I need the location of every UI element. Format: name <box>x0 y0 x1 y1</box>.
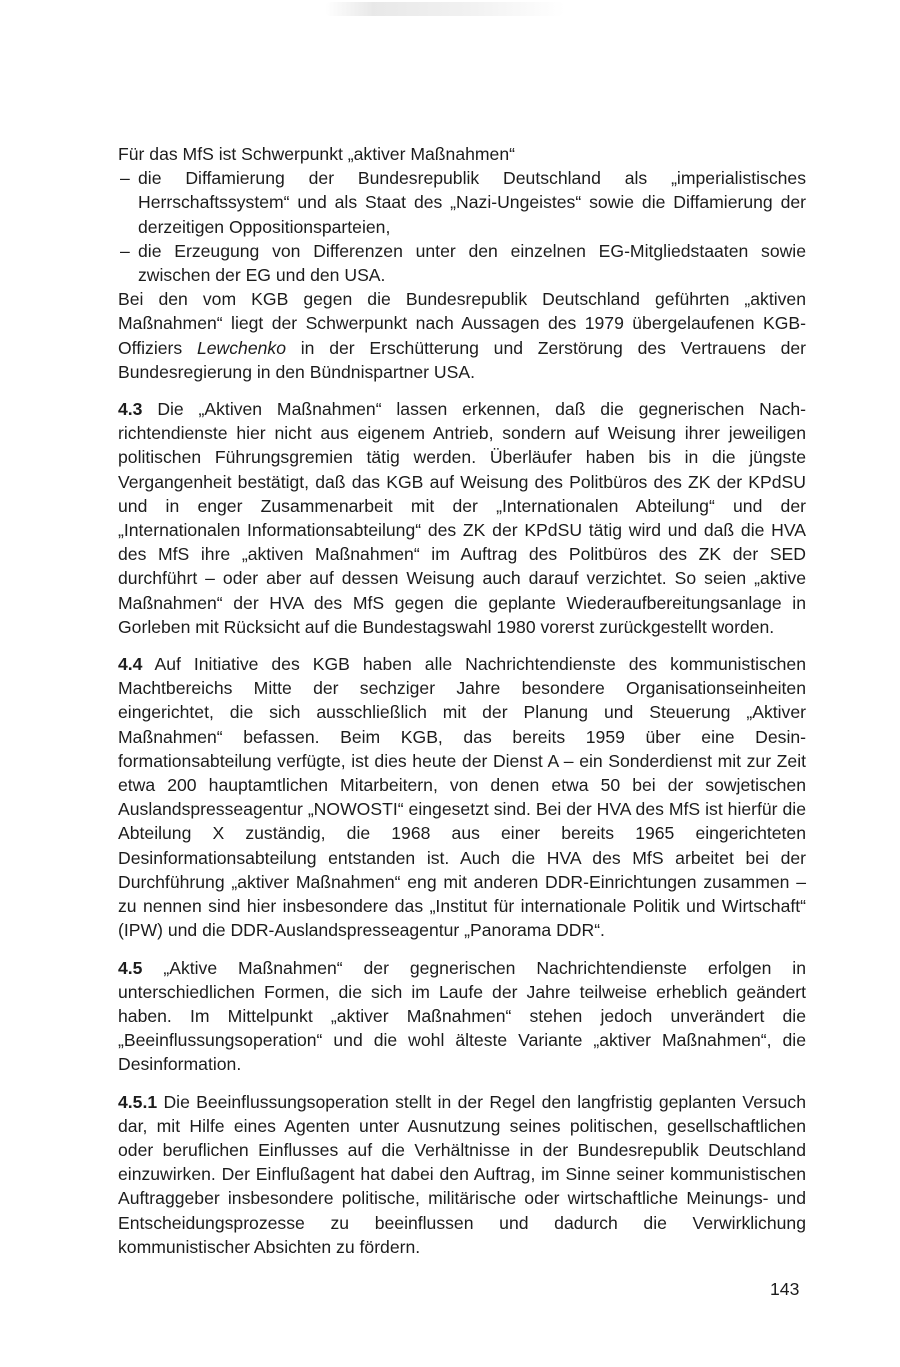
section-text: Auf Initiative des KGB haben alle Nachrichtendienste des kommunistischen Machtbereichs Mitte der sechziger Jahre besondere Organisationseinheiten eingerichtet, die sich ausschließlich mit der Planung und Steuerung „Aktiver Maßnahmen“ befassen. Beim KGB, das bereits 1959 über eine Desinformationsabteilung verfügte, ist dies heute der Dienst A – ein Sonderdienst mit zur Zeit etwa 200 hauptamtlichen Mitarbeitern, von denen etwa 50 bei der sowjetischen Auslandspresseagentur „NOWOSTI“ eingesetzt sind. Bei der HVA des MfS ist hierfür die Abteilung X zuständig, die 1968 aus einer bereits 1965 eingerichteten Desinformationsabteilung entstanden ist. Auch die HVA des MfS arbeitet bei der Durchführung „aktiver Maßnahmen“ eng mit anderen DDR-Einrichtungen zusammen – zu nennen sind hier insbesondere das „Institut für internationale Politik und Wirtschaft“ (IPW) und die DDR-Auslandspresseagentur „Panorama DDR“. <box>118 654 806 941</box>
list-item: – die Diffamierung der Bundesrepublik Deutschland als „imperialistisches Herrschaftssystem“ und als Staat des „Nazi-Ungeistes“ sowie die Diffamierung der derzeitigen Oppositionsparteien, <box>118 166 806 239</box>
kgb-paragraph-end: in der Erschütterung und Zerstörung des Vertrauens der Bundesregierung in den Bündnispartner USA. <box>118 337 807 382</box>
section-number: 4.4 <box>118 654 143 675</box>
scan-artifact <box>325 2 565 16</box>
section-number: 4.3 <box>118 399 143 420</box>
section-number: 4.5.1 <box>118 1091 158 1112</box>
section-text: Die „Aktiven Maßnahmen“ lassen erkennen, daß die gegnerischen Nachrichtendienste hier nicht aus eigenem Antrieb, sondern auf Weisung ihrer jeweiligen politischen Führungsgremien tätig werden. Überläufer haben bis in die jüngste Vergangenheit bestätigt, daß das KGB auf Weisung des Politbüros des ZK der KPdSU und in enger Zusammenarbeit mit der „Internationalen Abteilung“ und der „Internationalen Informationsabteilung“ des ZK der KPdSU tätig wird und daß die HVA des MfS ihre „aktiven Maßnahmen“ im Auftrag des Politbüros des ZK der SED durchführt – oder aber auf dessen Weisung auch darauf verzichtet. So seien „aktive Maßnahmen“ der HVA des MfS gegen die geplante Wiederaufbereitungsanlage in Gorleben mit Rücksicht auf die Bundestagswahl 1980 vorerst zurückgestellt worden. <box>118 399 807 637</box>
section-4-5-1 <box>118 1090 806 1259</box>
section-number: 4.5 <box>118 957 143 978</box>
kgb-paragraph-start: Bei den vom KGB gegen die Bundesrepublik Deutschland geführten „aktiven Maßnahmen“ liegt der Schwerpunkt nach Aussagen des 1979 übergelaufenen KGB-Offiziers <box>118 289 806 358</box>
document-body <box>118 142 806 1259</box>
intro-line: Für das MfS ist Schwerpunkt „aktiver Maßnahmen“ <box>118 144 515 164</box>
section-text: Die Beeinflussungsoperation stellt in der Regel den langfristig geplanten Versuch dar, mit Hilfe eines Agenten unter Ausnutzung seines politischen, gesellschaftlichen oder beruflichen Einflusses auf die Verhältnisse in der Bundesrepublik Deutschland einzuwirken. Der Einflußagent hat dabei den Auftrag, im Sinne seiner kommunistischen Auftraggeber insbesondere politische, militärische oder wirtschaftliche Meinungs- und Entscheidungsprozesse zu beeinflussen und dadurch die Verwirklichung kommunistischer Absichten zu fördern. <box>118 1091 806 1257</box>
bullet-list <box>118 166 806 287</box>
section-4-4 <box>118 652 806 942</box>
section-4-3 <box>118 397 806 639</box>
defector-name: Lewchenko <box>196 337 286 358</box>
page-number: 143 <box>770 1279 800 1299</box>
section-text: „Aktive Maßnahmen“ der gegnerischen Nachrichtendienste erfolgen in unterschiedlichen Formen, die sich im Laufe der Jahre teilweise erheblich geändert haben. Im Mittelpunkt „aktiver Maßnahmen“ stehen jedoch unverändert die „Beeinflussungsoperation“ und die wohl älteste Variante „aktiver Maßnahmen“, die Desinformation. <box>118 957 806 1075</box>
list-item: – die Erzeugung von Differenzen unter den einzelnen EG-Mitgliedstaaten sowie zwischen der EG und den USA. <box>118 239 806 287</box>
section-4-5 <box>118 956 806 1077</box>
kgb-paragraph <box>118 287 806 384</box>
